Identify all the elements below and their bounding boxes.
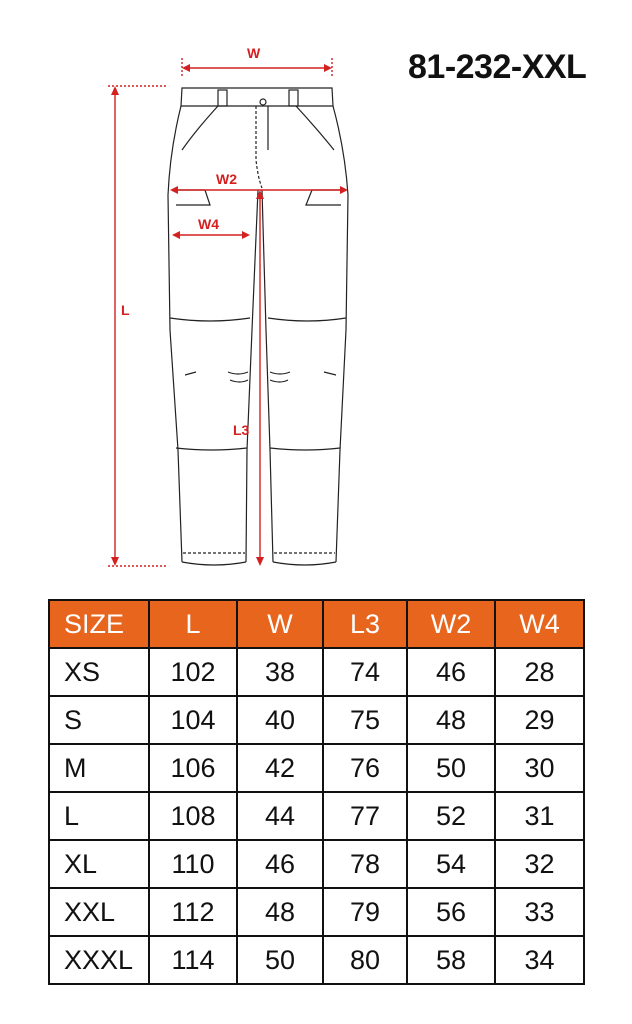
table-cell: 112 [149,888,237,936]
column-header: L3 [323,600,407,648]
table-cell: 76 [323,744,407,792]
table-cell: XL [49,840,149,888]
table-cell: 50 [237,936,323,984]
table-cell: 106 [149,744,237,792]
table-cell: XS [49,648,149,696]
table-cell: 110 [149,840,237,888]
table-row [49,888,584,936]
table-cell: 29 [495,696,584,744]
label-l: L [121,302,130,318]
column-header: W4 [495,600,584,648]
column-header: W [237,600,323,648]
table-cell: 74 [323,648,407,696]
table-cell: 31 [495,792,584,840]
measurement-lines [108,58,348,566]
table-cell: 30 [495,744,584,792]
table-row [49,936,584,984]
table-cell: M [49,744,149,792]
label-l3: L3 [233,422,250,438]
table-cell: 48 [237,888,323,936]
table-cell: 102 [149,648,237,696]
table-cell: XXL [49,888,149,936]
column-header: W2 [407,600,495,648]
product-code: 81-232-XXL [408,48,587,86]
table-cell: 32 [495,840,584,888]
table-cell: 56 [407,888,495,936]
trousers-outline [168,88,348,565]
table-cell: 46 [237,840,323,888]
table-cell: 52 [407,792,495,840]
table-row [49,840,584,888]
label-w2: W2 [216,171,237,187]
table-cell: 28 [495,648,584,696]
label-w4: W4 [198,216,219,232]
table-cell: 108 [149,792,237,840]
table-row [49,792,584,840]
table-cell: 75 [323,696,407,744]
measurement-labels [121,45,261,438]
table-cell: 104 [149,696,237,744]
table-row [49,696,584,744]
table-cell: 114 [149,936,237,984]
label-w: W [247,45,261,61]
table-cell: 44 [237,792,323,840]
table-cell: 54 [407,840,495,888]
table-cell: 78 [323,840,407,888]
table-row [49,744,584,792]
table-cell: 33 [495,888,584,936]
table-cell: S [49,696,149,744]
table-cell: XXXL [49,936,149,984]
table-cell: 34 [495,936,584,984]
table-cell: 42 [237,744,323,792]
table-cell: 77 [323,792,407,840]
table-cell: 79 [323,888,407,936]
table-cell: 46 [407,648,495,696]
table-header-row [49,600,584,648]
table-cell: 80 [323,936,407,984]
size-table [48,599,585,985]
table-cell: 58 [407,936,495,984]
table-cell: L [49,792,149,840]
table-cell: 48 [407,696,495,744]
column-header: SIZE [49,600,149,648]
table-row [49,648,584,696]
table-cell: 50 [407,744,495,792]
column-header: L [149,600,237,648]
table-cell: 40 [237,696,323,744]
table-cell: 38 [237,648,323,696]
